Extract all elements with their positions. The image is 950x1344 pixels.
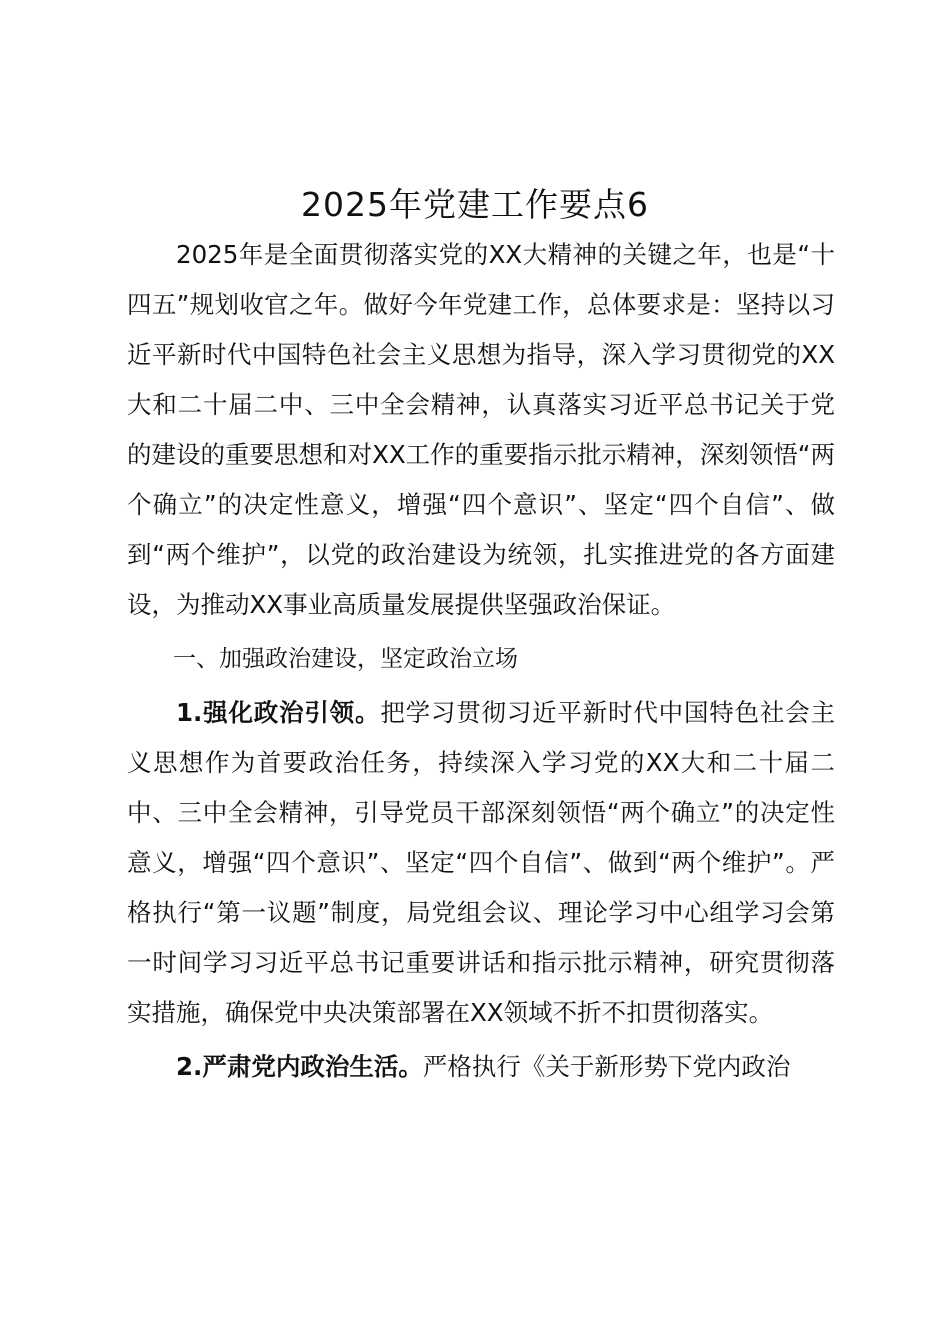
item-1-text: 把学习贯彻习近平新时代中国特色社会主义思想作为首要政治任务，持续深入学习党的XX大和二十届二中、三中全会精神，引导党员干部深刻领悟“两个确立”的决定性意义，增强“四个意识”、坚定“四个自信”、做到“两个维护”。严格执行“第一议题”制度，局党组会议、理论学习中心组学习会第一时间学习习近平总书记重要讲话和指示批示精神，研究贯彻落实措施，确保党中央决策部署在XX领域不折不扣贯彻落实。 (127, 698, 836, 1027)
item-2-paragraph (127, 1042, 835, 1092)
document-body (127, 230, 835, 1092)
item-1-paragraph (127, 688, 835, 1038)
intro-paragraph: 2025年是全面贯彻落实党的XX大精神的关键之年，也是“十四五”规划收官之年。做好今年党建工作，总体要求是：坚持以习近平新时代中国特色社会主义思想为指导，深入学习贯彻党的XX大和二十届二中、三中全会精神，认真落实习近平总书记关于党的建设的重要思想和对XX工作的重要指示批示精神，深刻领悟“两个确立”的决定性意义，增强“四个意识”、坚定“四个自信”、做到“两个维护”，以党的政治建设为统领，扎实推进党的各方面建设，为推动XX事业高质量发展提供坚强政治保证。 (127, 240, 835, 619)
item-1-lead: 1.强化政治引领。 (176, 698, 381, 727)
document-title: 2025年党建工作要点6 (301, 185, 649, 224)
section-heading: 一、加强政治建设，坚定政治立场 (173, 646, 518, 672)
item-2-lead: 2.严肃党内政治生活。 (176, 1052, 423, 1081)
item-2-text: 严格执行《关于新形势下党内政治 (422, 1052, 791, 1081)
